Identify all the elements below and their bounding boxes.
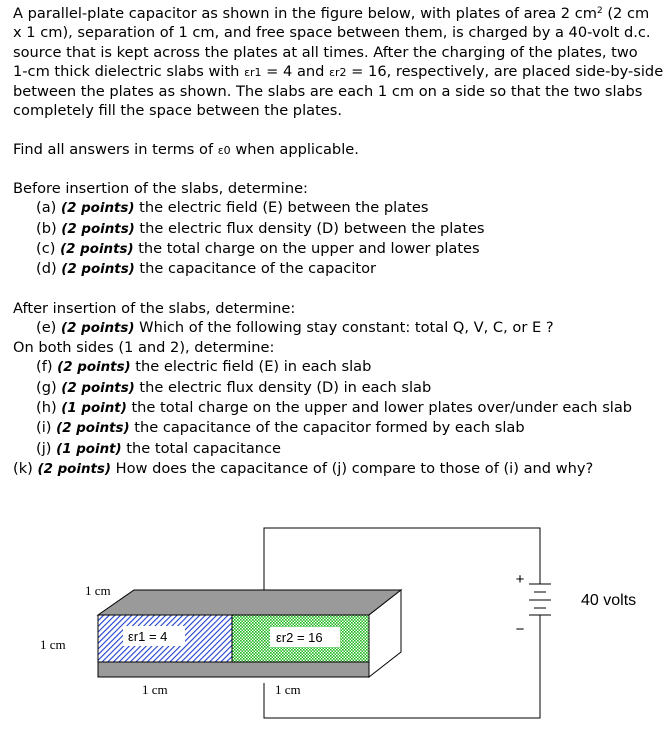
intro-line: 1-cm thick dielectric slabs with εr1 = 4 and εr2 = 16, respectively, are placed side-by-side [13,62,664,80]
battery-icon [529,584,551,615]
question-item: (b) (2 points) the electric flux density (D) between the plates [36,219,485,237]
slab-1-label: εr1 = 4 [128,629,168,644]
slab-2-label: εr2 = 16 [276,630,323,645]
intro-line: source that is kept across the plates at all times. After the charging of the plates, two [13,43,638,61]
question-item: (c) (2 points) the total charge on the upper and lower plates [36,239,480,257]
both-sides-heading: On both sides (1 and 2), determine: [13,339,275,357]
depth-dimension-label: 1 cm [85,583,111,598]
question-item: (d) (2 points) the capacitance of the capacitor [36,260,377,278]
slab-1-width-label: 1 cm [142,682,168,697]
before-heading: Before insertion of the slabs, determine: [13,180,308,198]
question-item: (j) (1 point) the total capacitance [36,439,282,457]
battery-minus-sign: − [515,621,525,638]
intro-line: between the plates as shown. The slabs are each 1 cm on a side so that the two slabs [13,83,643,101]
question-item: (f) (2 points) the electric field (E) in each slab [36,358,372,376]
capacitor-bottom-plate [98,662,369,677]
slab-2-width-label: 1 cm [275,682,301,697]
battery-plus-sign: + [515,571,525,588]
question-item: (e) (2 points) Which of the following stay constant: total Q, V, C, or E ? [36,318,554,336]
intro-line: A parallel-plate capacitor as shown in the figure below, with plates of area 2 $cm^2$ (2 cm [13,5,650,22]
question-item: (g) (2 points) the electric flux density (D) in each slab [36,378,432,396]
question-item: (i) (2 points) the capacitance of the capacitor formed by each slab [36,419,525,437]
battery-voltage-label: 40 volts [581,592,637,609]
intro-line: completely fill the space between the plates. [13,102,343,120]
capacitor-figure [0,520,670,743]
problem-text [13,4,663,479]
capacitor-top-face [98,590,401,615]
circuit-wire [264,528,540,591]
question-item: (h) (1 point) the total charge on the upper and lower plates over/under each slab [36,399,633,417]
question-item: (k) (2 points) How does the capacitance of (j) compare to those of (i) and why? [13,459,594,477]
find-instruction: Find all answers in terms of ε0 when applicable. [13,140,359,158]
after-heading: After insertion of the slabs, determine: [13,299,296,317]
intro-line: x 1 cm), separation of 1 cm, and free space between them, is charged by a 40-volt d.c. [13,24,651,42]
question-item: (a) (2 points) the electric field (E) between the plates [36,199,429,217]
height-dimension-label: 1 cm [40,637,66,652]
